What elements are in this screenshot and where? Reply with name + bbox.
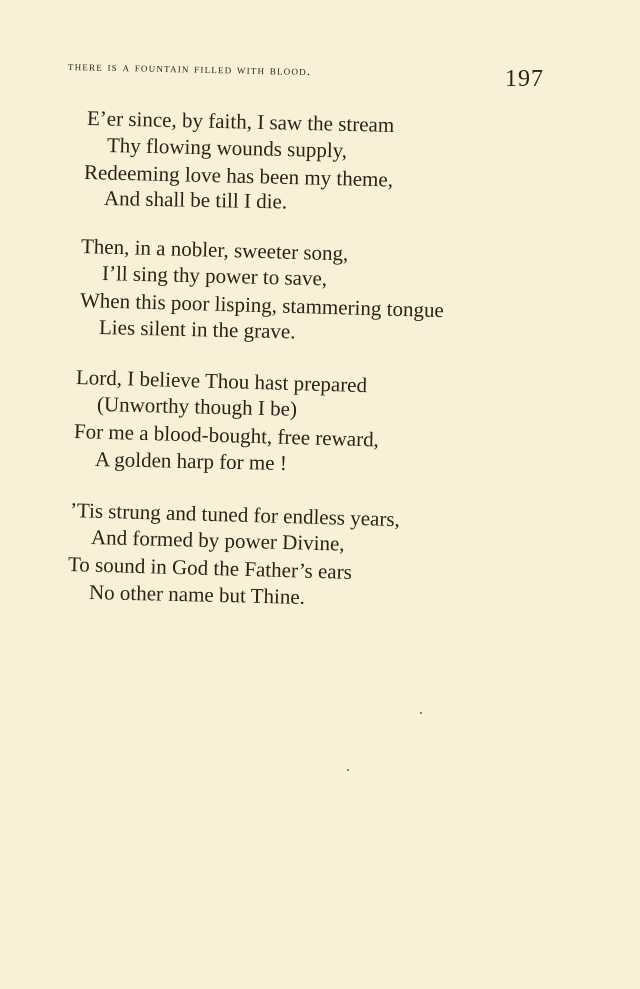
verse-line: Thy flowing wounds supply, bbox=[106, 133, 348, 163]
verse-line: E’er since, by faith, I saw the stream bbox=[86, 106, 395, 137]
verse-line: And shall be till I die. bbox=[103, 186, 288, 214]
running-head-title: there is a fountain filled with blood. bbox=[67, 58, 312, 79]
verse-line: ’Tis strung and tuned for endless years, bbox=[69, 498, 401, 532]
verse-line: When this poor lisping, stammering tongue bbox=[79, 288, 445, 323]
paper-speck bbox=[347, 769, 349, 771]
verse-line: I’ll sing thy power to save, bbox=[101, 261, 328, 291]
verse-line: (Unworthy though I be) bbox=[96, 392, 298, 421]
verse-line: To sound in God the Father’s ears bbox=[67, 552, 353, 584]
page-number: 197 bbox=[505, 66, 544, 92]
verse-line: Lord, I believe Thou hast prepared bbox=[75, 365, 368, 398]
verse-line: Redeeming love has been my theme, bbox=[83, 160, 394, 192]
verse-line: No other name but Thine. bbox=[88, 580, 306, 609]
verse-line: A golden harp for me ! bbox=[94, 447, 288, 476]
verse-line: For me a blood-bought, free reward, bbox=[73, 419, 380, 452]
verse-line: And formed by power Divine, bbox=[90, 525, 345, 556]
paper-speck bbox=[420, 712, 422, 714]
verse-line: Then, in a nobler, sweeter song, bbox=[80, 234, 349, 266]
verse-line: Lies silent in the grave. bbox=[98, 315, 296, 344]
